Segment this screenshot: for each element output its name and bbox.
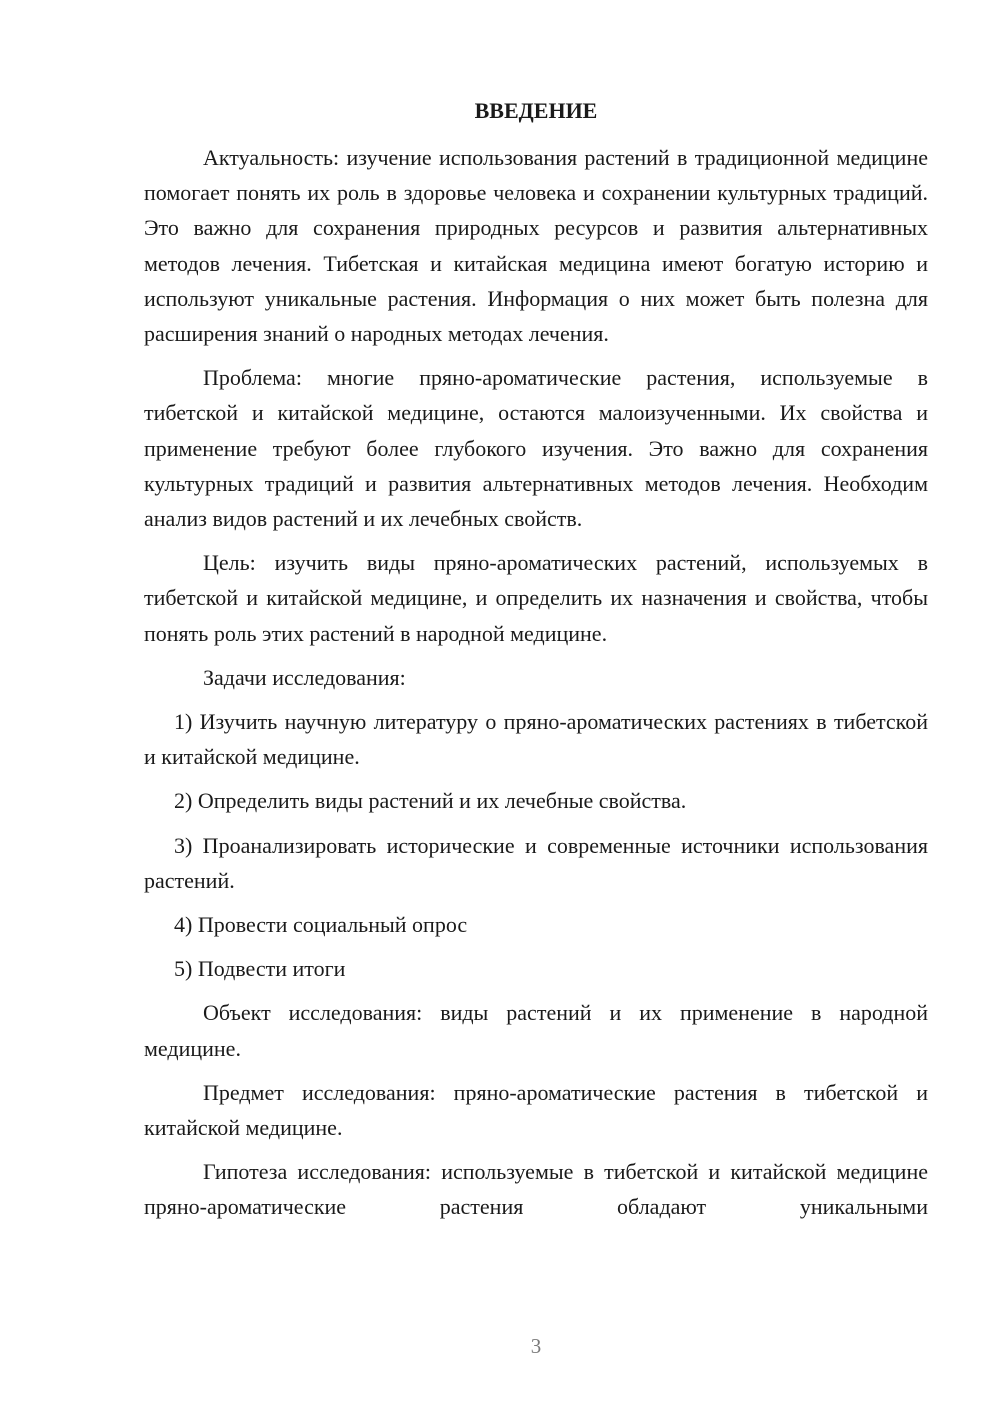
task-item-1: 1) Изучить научную литературу о пряно-ароматических растениях в тибетской и китайской медицине. — [144, 709, 928, 770]
task-item-2: 2) Определить виды растений и их лечебные свойства. — [174, 788, 687, 814]
section-heading: ВВЕДЕНИЕ — [474, 98, 598, 123]
paragraph-hypothesis: Гипотеза исследования: используемые в тибетской и китайской медицине пряно-ароматические растения обладают уникальными — [144, 1159, 928, 1220]
task-item-3: 3) Проанализировать исторические и современные источники использования растений. — [144, 832, 928, 893]
paragraph-relevance: Актуальность: изучение использования растений в традиционной медицине помогает понять их роль в здоровье человека и сохранении культурных традиций. Это важно для сохранения природных ресурсов и развития альтернативных методов лечения. Тибетская и китайская медицина имеют богатую историю и используют уникальные растения. Информация о них может быть полезна для расширения знаний о народных методах лечения. — [144, 145, 928, 347]
paragraph-subject: Предмет исследования: пряно-ароматические растения в тибетской и китайской медицине. — [144, 1079, 928, 1141]
paragraph-goal: Цель: изучить виды пряно-ароматических растений, используемых в тибетской и китайской медицине, и определить их назначения и свойства, чтобы понять роль этих растений в народной медицине. — [144, 550, 928, 646]
paragraph-problem: Проблема: многие пряно-ароматические растения, используемые в тибетской и китайской медицине, остаются малоизученными. Их свойства и применение требуют более глубокого изучения. Это важно для сохранения культурных традиций и развития альтернативных методов лечения. Необходим анализ видов растений и их лечебных свойств. — [144, 365, 928, 532]
page-number: 3 — [530, 1334, 542, 1358]
tasks-title: Задачи исследования: — [203, 664, 406, 690]
document-page — [144, 92, 928, 1234]
paragraph-object: Объект исследования: виды растений и их применение в народной медицине. — [144, 1000, 928, 1061]
task-item-4: 4) Провести социальный опрос — [174, 912, 468, 938]
task-item-5: 5) Подвести итоги — [174, 956, 346, 982]
